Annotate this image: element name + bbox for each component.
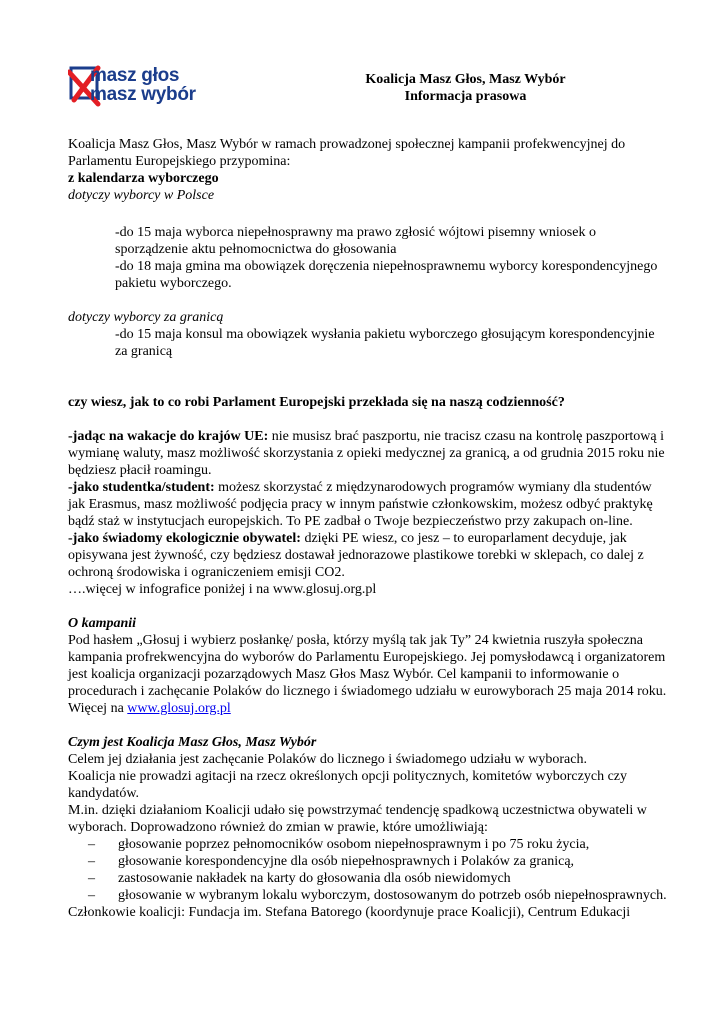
- ep-item-text: dzięki PE wiesz, co jesz – to europarlament decyduje, jak opisywana jest żywność, czy będziesz dostawał jednorazowe plastikowe torebki w sklepach, co dalej z ochroną środowiska i ograniczeniem emisji CO2.: [68, 531, 644, 580]
- masz-glos-logo: [68, 62, 228, 108]
- ep-item-lead: -jako świadomy ekologicznie obywatel:: [68, 531, 301, 546]
- list-item: [68, 887, 668, 904]
- ep-question: czy wiesz, jak to co robi Parlament Europejski przekłada się na naszą codzienność?: [68, 395, 565, 410]
- logo-line-1: masz głos: [90, 65, 180, 86]
- intro-paragraph: Koalicja Masz Głos, Masz Wybór w ramach prowadzonej społecznej kampanii profekwencyjnej do Parlamentu Europejskiego przypomina:: [68, 137, 626, 169]
- list-item-text: głosowanie w wybranym lokalu wyborczym, dostosowanym do potrzeb osób niepełnosprawnych.: [118, 888, 667, 903]
- document-body: [68, 136, 668, 921]
- about-heading: O kampanii: [68, 616, 137, 631]
- about-paragraph: [68, 632, 668, 717]
- list-item: [68, 870, 668, 887]
- dash-bullet: –: [88, 871, 95, 886]
- poland-item: -do 18 maja gmina ma obowiązek doręczenia niepełnosprawnemu wyborcy korespondencyjnego pakietu wyborczego.: [115, 259, 658, 291]
- ep-item-text: możesz skorzystać z międzynarodowych programów wymiany dla studentów jak Erasmus, masz możliwość podjęcia pracy w innym państwie członkowskim, możesz odbyć praktykę bądź staż w instytucjach europejskich. To PE zadbał o Twoje bezpieczeństwo przy zakupach on-line.: [68, 480, 653, 529]
- ep-item: [68, 530, 668, 581]
- glosuj-link[interactable]: www.glosuj.org.pl: [127, 701, 231, 716]
- coalition-paragraph: M.in. dzięki działaniom Koalicji udało się powstrzymać tendencję spadkową uczestnictwa obywateli w wyborach. Doprowadzono również do zmian w prawie, które umożliwiają:: [68, 803, 647, 835]
- about-text: Pod hasłem „Głosuj i wybierz posłankę/ posła, którzy myślą tak jak Ty” 24 kwietnia ruszyła społeczna kampania profrekwencyjna do wyborów do Parlamentu Europejskiego. Jej pomysłodawcą i organizatorem jest koalicja organizacji pozarządowych Masz Głos Masz Wybór. Cel kampanii to informowanie o procedurach i zachęcanie Polaków do licznego i świadomego udziału w eurowyborach 25 maja 2014 roku. Więcej na: [68, 633, 667, 716]
- dash-bullet: –: [88, 888, 95, 903]
- press-release-header: [263, 71, 668, 105]
- coalition-members: Członkowie koalicji: Fundacja im. Stefana Batorego (koordynuje prace Koalicji), Centrum Edukacji: [68, 905, 631, 920]
- coalition-heading: Czym jest Koalicja Masz Głos, Masz Wybór: [68, 735, 317, 750]
- header-title: Koalicja Masz Głos, Masz Wybór: [365, 72, 566, 87]
- ep-item: [68, 428, 668, 479]
- ep-item-lead: -jadąc na wakacje do krajów UE:: [68, 429, 269, 444]
- ep-more: ….więcej w infografice poniżej i na www.glosuj.org.pl: [68, 582, 377, 597]
- list-item-text: zastosowanie nakładek na karty do głosowania dla osób niewidomych: [118, 871, 511, 886]
- ep-item: [68, 479, 668, 530]
- header-subtitle: Informacja prasowa: [404, 89, 527, 104]
- poland-item: -do 15 maja wyborca niepełnosprawny ma prawo zgłosić wójtowi pisemny wniosek o sporządzenie aktu pełnomocnictwa do głosowania: [115, 225, 596, 257]
- ep-item-lead: -jako studentka/student:: [68, 480, 215, 495]
- ep-item-text: nie musisz brać paszportu, nie tracisz czasu na kontrolę paszportową i wymianę waluty, masz możliwość skorzystania z opieki medycznej za granicą, a od grudnia 2015 roku nie będziesz płacił roamingu.: [68, 429, 665, 478]
- list-item-text: głosowanie poprzez pełnomocników osobom niepełnosprawnym i po 75 roku życia,: [118, 837, 590, 852]
- dash-bullet: –: [88, 837, 95, 852]
- coalition-paragraph: Koalicja nie prowadzi agitacji na rzecz określonych opcji politycznych, komitetów wyborczych czy kandydatów.: [68, 769, 628, 801]
- logo-line-2: masz wybór: [90, 84, 196, 105]
- dash-bullet: –: [88, 854, 95, 869]
- poland-heading: dotyczy wyborcy w Polsce: [68, 188, 215, 203]
- logo-wordmark: [90, 66, 196, 104]
- list-item: [68, 853, 668, 870]
- list-item-text: głosowanie korespondencyjne dla osób niepełnosprawnych i Polaków za granicą,: [118, 854, 575, 869]
- coalition-paragraph: Celem jej działania jest zachęcanie Polaków do licznego i świadomego udziału w wyborach.: [68, 752, 587, 767]
- abroad-heading: dotyczy wyborcy za granicą: [68, 310, 224, 325]
- law-changes-list: [68, 836, 668, 904]
- calendar-heading: z kalendarza wyborczego: [68, 171, 219, 186]
- list-item: [68, 836, 668, 853]
- abroad-item: -do 15 maja konsul ma obowiązek wysłania pakietu wyborczego głosującym korespondencyjnie za granicą: [115, 327, 655, 359]
